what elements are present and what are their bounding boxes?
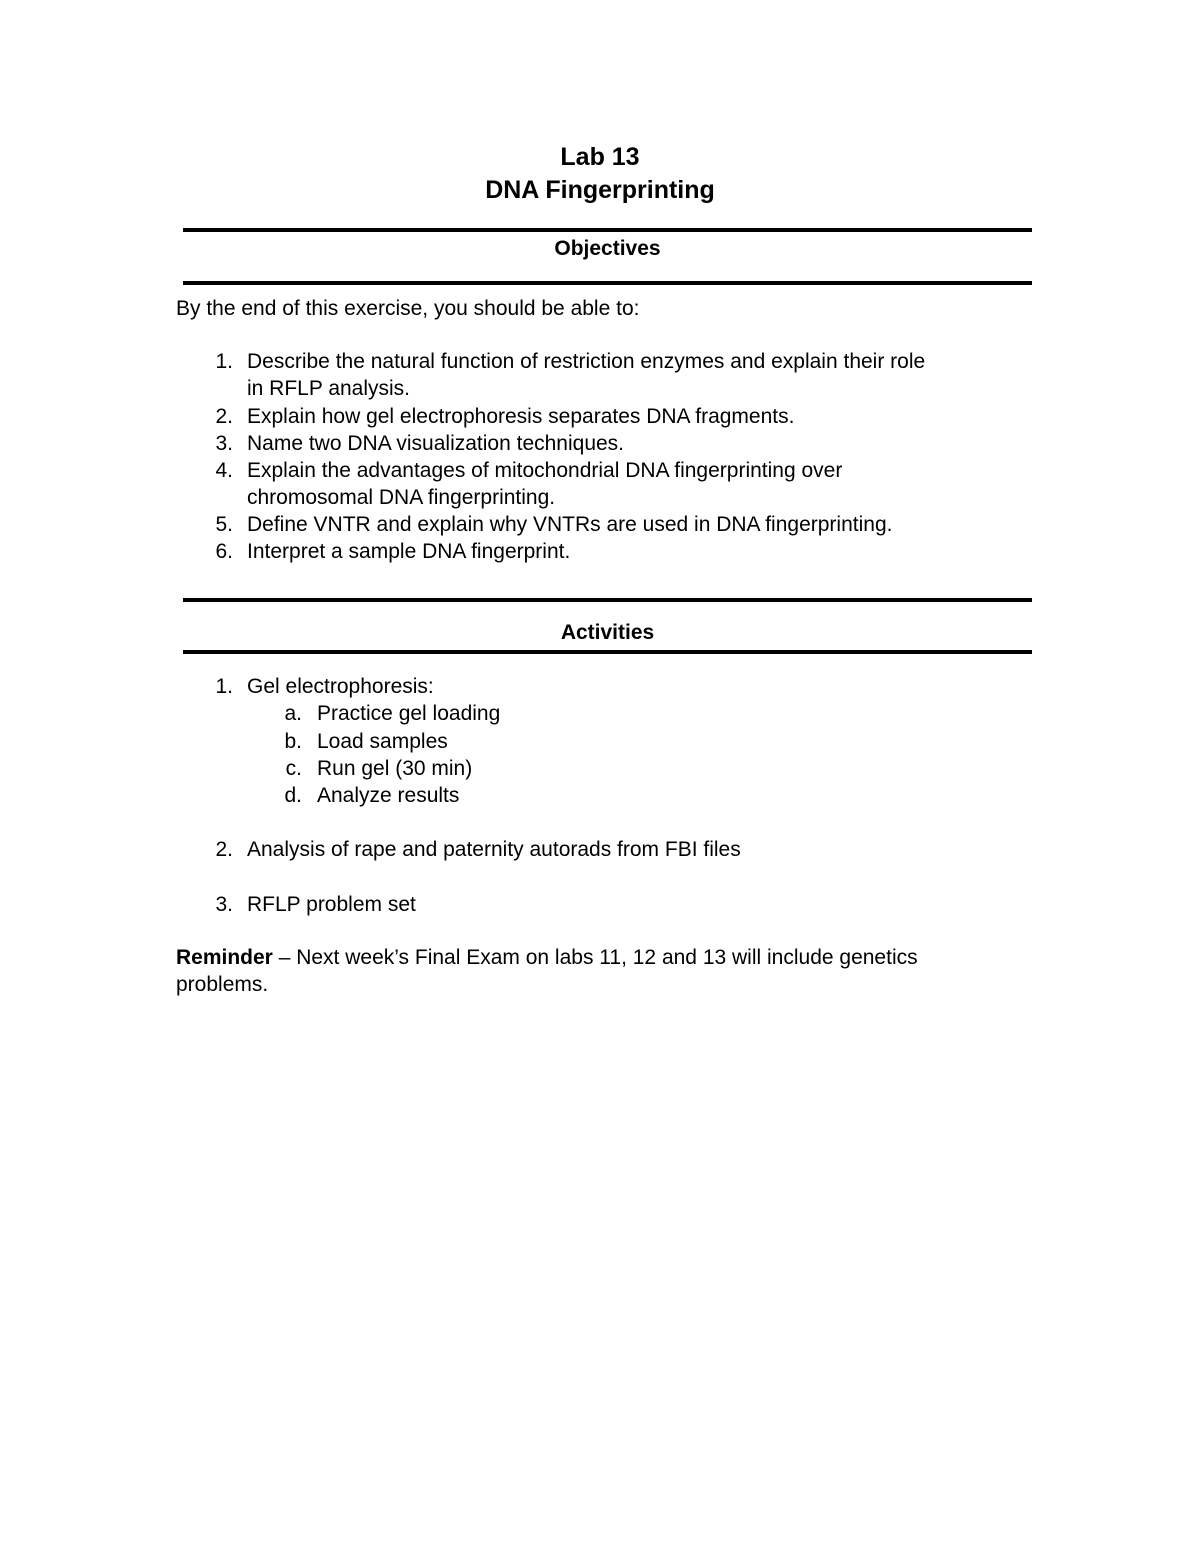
objective-number: 4. xyxy=(215,459,233,482)
objectives-bottom-rule xyxy=(183,281,1032,285)
objectives-intro: By the end of this exercise, you should be able to: xyxy=(176,297,640,320)
objective-item-text: Interpret a sample DNA fingerprint. xyxy=(247,540,571,563)
activity-number: 2. xyxy=(215,838,233,861)
objective-item-text: Explain how gel electrophoresis separates DNA fragments. xyxy=(247,405,795,428)
activity-subitem-text: Practice gel loading xyxy=(317,702,501,725)
objective-number: 6. xyxy=(215,540,233,563)
activity-subitem-text: Analyze results xyxy=(317,784,460,807)
objective-item-text: Explain the advantages of mitochondrial DNA fingerprinting over xyxy=(247,459,843,482)
activities-bottom-rule xyxy=(183,650,1032,654)
activity-number: 1. xyxy=(215,675,233,698)
objective-number: 5. xyxy=(215,513,233,536)
objective-number: 1. xyxy=(215,350,233,373)
objective-item-text: in RFLP analysis. xyxy=(247,377,411,400)
lab-topic-title: DNA Fingerprinting xyxy=(485,176,715,204)
objective-item-text: Name two DNA visualization techniques. xyxy=(247,432,625,455)
activities-heading: Activities xyxy=(560,621,655,644)
activity-subitem-letter: d. xyxy=(284,784,302,807)
objective-item-text: Describe the natural function of restriction enzymes and explain their role xyxy=(247,350,926,373)
activity-subitem-letter: c. xyxy=(285,757,302,780)
objectives-top-rule xyxy=(183,228,1032,232)
lab-number-title: Lab 13 xyxy=(560,143,640,171)
reminder-line-continued: problems. xyxy=(176,973,269,996)
activity-subitem-letter: a. xyxy=(284,702,302,725)
activity-item-text: RFLP problem set xyxy=(247,893,416,916)
activity-subitem-text: Run gel (30 min) xyxy=(317,757,473,780)
reminder-text: – Next week’s Final Exam on labs 11, 12 and 13 will include genetics xyxy=(272,946,918,969)
activities-top-rule xyxy=(183,598,1032,602)
activity-item-text: Analysis of rape and paternity autorads from FBI files xyxy=(247,838,741,861)
objective-item-text: chromosomal DNA fingerprinting. xyxy=(247,486,556,509)
activity-subitem-text: Load samples xyxy=(317,730,448,753)
activity-number: 3. xyxy=(215,893,233,916)
objective-item-text: Define VNTR and explain why VNTRs are used in DNA fingerprinting. xyxy=(247,513,893,536)
activity-subitem-letter: b. xyxy=(284,730,302,753)
objectives-heading: Objectives xyxy=(554,237,661,260)
reminder-label: Reminder xyxy=(176,946,273,969)
objective-number: 2. xyxy=(215,405,233,428)
reminder-line xyxy=(176,944,918,971)
objective-number: 3. xyxy=(215,432,233,455)
activity-item-text: Gel electrophoresis: xyxy=(247,675,434,698)
